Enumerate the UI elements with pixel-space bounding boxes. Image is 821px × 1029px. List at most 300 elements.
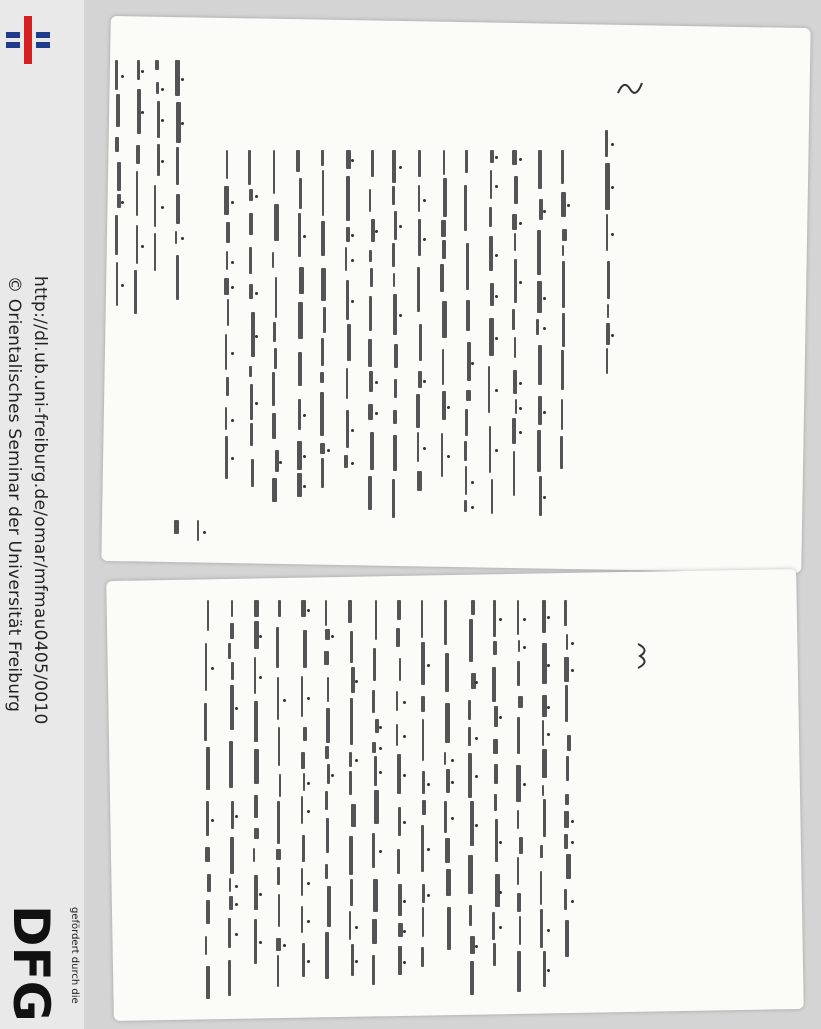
handwriting-stroke [272, 413, 276, 439]
handwriting-dot [403, 735, 406, 738]
handwriting-stroke [517, 661, 520, 686]
handwriting-stroke [607, 261, 610, 298]
handwriting-stroke [566, 756, 569, 781]
handwriting-stroke [396, 724, 398, 746]
handwriting-stroke [296, 150, 300, 172]
handwriting-stroke [228, 918, 231, 948]
handwriting-stroke [373, 879, 377, 912]
handwriting-stroke [543, 799, 546, 838]
handwriting-stroke [539, 476, 542, 516]
handwriting-dot [255, 402, 258, 405]
handwriting-stroke [254, 795, 258, 818]
handwriting-stroke [468, 700, 471, 720]
handwriting-stroke [442, 391, 446, 420]
handwriting-stroke [466, 243, 469, 290]
handwriting-stroke [298, 213, 301, 257]
handwriting-dot [611, 233, 614, 236]
handwriting-stroke [606, 323, 611, 346]
handwriting-stroke [368, 339, 372, 366]
handwriting-stroke [204, 703, 207, 742]
handwriting-stroke [272, 478, 277, 502]
handwriting-stroke [518, 640, 520, 651]
handwriting-stroke [517, 951, 521, 992]
handwriting-stroke [494, 764, 498, 785]
handwriting-stroke [371, 150, 374, 177]
handwriting-stroke [513, 370, 517, 394]
handwriting-stroke [229, 878, 231, 892]
handwriting-stroke [469, 905, 472, 926]
handwriting-stroke [542, 600, 545, 633]
handwriting-stroke [398, 807, 400, 836]
handwriting-stroke [467, 342, 471, 381]
handwriting-stroke [368, 404, 373, 420]
handwriting-stroke [351, 944, 354, 976]
handwriting-stroke [421, 642, 425, 685]
handwriting-stroke [154, 185, 156, 227]
handwriting-dot [519, 281, 522, 284]
handwriting-stroke [327, 886, 331, 927]
folio-number-lower [632, 640, 656, 676]
handwriting-stroke [302, 835, 305, 862]
handwriting-stroke [226, 377, 229, 396]
handwriting-stroke [464, 441, 466, 460]
handwriting-stroke [421, 825, 423, 872]
handwriting-stroke [447, 907, 451, 950]
handwriting-stroke [419, 324, 422, 360]
handwriting-stroke [225, 334, 228, 370]
handwriting-stroke [175, 60, 180, 96]
handwriting-dot [403, 961, 406, 964]
handwriting-dot [403, 774, 406, 777]
handwriting-stroke [301, 796, 304, 825]
handwriting-stroke [346, 176, 349, 222]
handwriting-stroke [175, 231, 177, 244]
handwriting-dot [423, 199, 426, 202]
handwriting-stroke [206, 900, 210, 924]
handwriting-stroke [512, 309, 514, 330]
handwriting-stroke [514, 259, 518, 303]
handwriting-dot [543, 210, 546, 213]
handwriting-stroke [224, 278, 229, 295]
handwriting-stroke [374, 790, 379, 824]
handwriting-stroke [469, 619, 473, 663]
handwriting-stroke [298, 302, 303, 339]
handwriting-dot [379, 726, 382, 729]
handwriting-stroke [471, 600, 476, 615]
handwriting-stroke [174, 520, 178, 534]
handwriting-stroke [254, 701, 259, 741]
handwriting-stroke [303, 727, 308, 741]
handwriting-dot [141, 70, 144, 73]
handwriting-dot [203, 531, 206, 534]
folio-mark-icon [632, 640, 656, 670]
handwriting-stroke [562, 261, 564, 307]
handwriting-stroke [470, 961, 475, 996]
handwriting-stroke [489, 426, 491, 473]
handwriting-stroke [176, 147, 179, 185]
handwriting-stroke [327, 764, 330, 784]
handwriting-dot [547, 664, 550, 667]
handwriting-dot [211, 819, 214, 822]
handwriting-stroke [418, 185, 420, 212]
handwriting-stroke [321, 458, 324, 488]
handwriting-stroke [231, 801, 234, 829]
handwriting-dot [307, 609, 310, 612]
handwriting-stroke [542, 749, 546, 778]
handwriting-dot [427, 664, 430, 667]
handwriting-stroke [224, 186, 229, 215]
permalink-url[interactable]: http://dl.ub.uni-freiburg.de/omar/mfmau0405/0010 [30, 276, 50, 725]
handwriting-stroke [540, 909, 543, 948]
handwriting-stroke [542, 785, 545, 795]
handwriting-stroke [542, 643, 546, 684]
svg-text:gefördert durch die: gefördert durch die [69, 907, 80, 1004]
handwriting-stroke [514, 337, 516, 357]
handwriting-stroke [565, 920, 569, 956]
handwriting-stroke [321, 221, 325, 256]
handwriting-stroke [605, 163, 610, 211]
handwriting-dot [547, 929, 550, 932]
handwriting-stroke [303, 773, 305, 791]
handwriting-stroke [494, 794, 497, 811]
handwriting-stroke [226, 150, 228, 179]
handwriting-stroke [560, 436, 562, 470]
handwriting-stroke [206, 747, 210, 790]
handwriting-stroke [301, 906, 303, 933]
handwriting-stroke [492, 912, 495, 940]
handwriting-stroke [561, 150, 564, 184]
handwriting-stroke [344, 455, 347, 468]
handwriting-stroke [442, 301, 447, 338]
handwriting-stroke [567, 735, 572, 751]
handwriting-dot [307, 960, 310, 963]
handwriting-dot [471, 362, 474, 365]
handwriting-dot [355, 680, 358, 683]
handwriting-stroke [421, 696, 425, 712]
handwriting-stroke [465, 150, 468, 173]
handwriting-stroke [489, 318, 494, 355]
handwriting-stroke [564, 657, 569, 681]
handwriting-dot [355, 926, 358, 929]
handwriting-stroke [418, 371, 422, 387]
handwriting-dot [259, 676, 262, 679]
handwriting-stroke [321, 268, 325, 301]
university-freiburg-logo-icon [4, 14, 52, 66]
handwriting-dot [307, 920, 310, 923]
handwriting-stroke [537, 281, 542, 313]
handwriting-stroke [512, 150, 517, 165]
handwriting-stroke [320, 392, 323, 436]
handwriting-stroke [465, 466, 467, 495]
handwriting-stroke [251, 459, 255, 486]
handwriting-stroke [325, 932, 328, 980]
handwriting-stroke [417, 432, 419, 462]
handwriting-stroke [325, 864, 328, 879]
handwriting-dot [571, 820, 574, 823]
handwriting-stroke [136, 145, 141, 164]
handwriting-dot [379, 771, 382, 774]
handwriting-dot [523, 618, 526, 621]
handwriting-stroke [298, 399, 301, 430]
handwriting-dot [547, 706, 550, 709]
handwriting-stroke [372, 742, 376, 753]
handwriting-dot [471, 481, 474, 484]
handwriting-stroke [398, 884, 403, 916]
handwriting-dot [451, 781, 454, 784]
handwriting-stroke [351, 667, 355, 693]
handwriting-stroke [325, 791, 328, 810]
handwriting-stroke [301, 752, 305, 769]
handwriting-stroke [301, 600, 306, 617]
handwriting-stroke [249, 366, 252, 377]
handwriting-dot [475, 737, 478, 740]
handwriting-stroke [117, 162, 122, 191]
handwriting-stroke [538, 150, 542, 189]
folio-mark-icon [614, 75, 644, 99]
handwriting-stroke [542, 720, 544, 745]
handwriting-stroke [350, 631, 352, 662]
handwriting-stroke [230, 623, 235, 638]
handwriting-dot [235, 885, 238, 888]
handwriting-stroke [115, 137, 119, 152]
handwriting-stroke [397, 600, 401, 620]
handwriting-stroke [228, 960, 231, 995]
handwriting-dot [211, 667, 214, 670]
handwriting-stroke [349, 752, 353, 767]
handwriting-stroke [421, 600, 423, 638]
handwriting-stroke [564, 600, 567, 626]
copyright-notice: © Orientalisches Seminar der Universität Freiburg [4, 276, 24, 713]
handwriting-stroke [272, 252, 274, 268]
handwriting-dot [283, 699, 286, 702]
handwriting-stroke [538, 345, 542, 384]
handwriting-dot [327, 449, 330, 452]
handwriting-stroke [543, 951, 546, 987]
handwriting-stroke [489, 207, 491, 226]
handwriting-stroke [324, 651, 329, 664]
handwriting-stroke [115, 60, 119, 90]
handwriting-dot [519, 382, 522, 385]
handwriting-stroke [226, 222, 230, 243]
handwriting-stroke [418, 219, 420, 256]
handwriting-stroke [512, 418, 516, 444]
handwriting-dot [475, 824, 478, 827]
handwriting-stroke [346, 280, 349, 320]
handwriting-stroke [495, 819, 498, 862]
handwriting-dot [427, 783, 430, 786]
handwriting-stroke [277, 801, 280, 844]
handwriting-stroke [207, 874, 211, 891]
handwriting-stroke [446, 869, 451, 896]
handwriting-stroke [116, 262, 118, 305]
handwriting-stroke [564, 811, 569, 827]
handwriting-dot [475, 945, 478, 948]
handwriting-dot [571, 900, 574, 903]
handwriting-stroke [493, 739, 498, 755]
handwriting-stroke [513, 451, 516, 496]
handwriting-stroke [251, 312, 255, 357]
handwriting-stroke [446, 769, 450, 793]
folio-number-upper [614, 75, 644, 105]
handwriting-stroke [272, 372, 275, 406]
handwriting-stroke [229, 896, 233, 910]
handwriting-stroke [605, 130, 608, 157]
handwriting-stroke [394, 344, 397, 368]
handwriting-stroke [492, 667, 495, 702]
handwriting-dot [231, 201, 234, 204]
handwriting-stroke [465, 409, 467, 436]
handwriting-stroke [157, 101, 161, 138]
handwriting-stroke [490, 283, 494, 306]
handwriting-stroke [422, 884, 424, 903]
handwriting-stroke [445, 653, 449, 693]
handwriting-stroke [325, 629, 329, 640]
handwriting-stroke [176, 255, 178, 299]
handwriting-stroke [393, 435, 397, 471]
handwriting-stroke [116, 94, 120, 128]
handwriting-stroke [493, 600, 496, 637]
handwriting-stroke [489, 236, 493, 271]
handwriting-stroke [468, 727, 471, 745]
handwriting-stroke [320, 372, 324, 383]
handwriting-stroke [278, 894, 280, 927]
handwriting-stroke [442, 349, 444, 384]
handwriting-dot [331, 635, 334, 638]
handwriting-stroke [349, 836, 353, 875]
handwriting-stroke [464, 500, 466, 513]
handwriting-dot [499, 891, 502, 894]
handwriting-stroke [254, 600, 259, 617]
handwriting-stroke [422, 800, 426, 815]
handwriting-stroke [327, 677, 329, 702]
handwriting-dot [447, 455, 450, 458]
handwriting-dot [255, 335, 258, 338]
library-sidebar [0, 0, 85, 1029]
handwriting-dot [423, 380, 426, 383]
handwriting-dot [495, 254, 498, 257]
handwriting-stroke [346, 368, 348, 399]
dfg-logo-icon [2, 905, 82, 1025]
handwriting-stroke [422, 771, 425, 794]
handwriting-dot [543, 496, 546, 499]
handwriting-stroke [134, 270, 137, 315]
handwriting-dot [403, 900, 406, 903]
handwriting-stroke [491, 479, 493, 514]
handwriting-stroke [397, 754, 400, 794]
handwriting-dot [519, 407, 522, 410]
handwriting-stroke [297, 441, 302, 470]
handwriting-stroke [297, 473, 302, 497]
handwriting-stroke [326, 818, 330, 853]
handwriting-stroke [490, 170, 492, 199]
handwriting-stroke [443, 150, 445, 175]
handwriting-stroke [538, 396, 541, 425]
handwriting-stroke [325, 746, 329, 758]
handwriting-stroke [254, 875, 258, 910]
handwriting-stroke [444, 801, 447, 833]
handwriting-stroke [441, 220, 446, 237]
handwriting-stroke [230, 685, 234, 731]
handwriting-dot [495, 337, 498, 340]
handwriting-dot [611, 334, 614, 337]
handwriting-stroke [372, 955, 375, 985]
handwriting-stroke [392, 479, 395, 518]
handwriting-stroke [519, 916, 521, 945]
handwriting-dot [259, 893, 262, 896]
handwriting-stroke [397, 849, 400, 874]
handwriting-stroke [370, 268, 374, 287]
handwriting-stroke [416, 394, 419, 428]
handwriting-stroke [274, 348, 276, 369]
handwriting-stroke [298, 352, 301, 386]
handwriting-stroke [249, 284, 253, 299]
handwriting-stroke [349, 911, 351, 940]
handwriting-stroke [561, 350, 564, 389]
handwriting-stroke [249, 189, 253, 201]
handwriting-stroke [347, 324, 351, 361]
handwriting-stroke [464, 185, 467, 231]
handwriting-dot [427, 894, 430, 897]
handwriting-dot [231, 419, 234, 422]
handwriting-stroke [445, 703, 450, 743]
handwriting-stroke [442, 240, 446, 259]
handwriting-stroke [488, 366, 490, 413]
handwriting-stroke [515, 399, 517, 415]
handwriting-stroke [540, 845, 543, 858]
handwriting-stroke [393, 294, 397, 335]
handwriting-dot [307, 697, 310, 700]
svg-text:DFG: DFG [2, 905, 60, 1022]
handwriting-stroke [516, 765, 521, 802]
handwriting-stroke [564, 834, 568, 849]
handwriting-dot [255, 292, 258, 295]
handwriting-stroke [323, 307, 327, 333]
handwriting-stroke [537, 430, 541, 472]
handwriting-stroke [607, 304, 610, 318]
handwriting-dot [519, 431, 522, 434]
handwriting-dot [547, 733, 550, 736]
handwriting-stroke [275, 277, 277, 319]
handwriting-stroke [422, 907, 424, 937]
handwriting-stroke [564, 889, 567, 910]
handwriting-stroke [278, 600, 281, 617]
handwriting-dot [447, 406, 450, 409]
handwriting-dot [231, 261, 234, 264]
handwriting-dot [543, 411, 546, 414]
handwriting-stroke [493, 943, 495, 965]
handwriting-stroke [279, 774, 282, 796]
handwriting-dot [495, 295, 498, 298]
handwriting-stroke [418, 150, 421, 177]
handwriting-stroke [399, 658, 401, 681]
handwriting-dot [495, 185, 498, 188]
handwriting-stroke [514, 176, 518, 204]
handwriting-stroke [393, 410, 396, 424]
handwriting-stroke [398, 946, 402, 976]
handwriting-stroke [207, 600, 209, 631]
handwriting-dot [499, 841, 502, 844]
handwriting-stroke [156, 82, 159, 94]
handwriting-stroke [512, 214, 516, 230]
handwriting-stroke [249, 213, 252, 235]
handwriting-stroke [225, 436, 228, 480]
handwriting-stroke [441, 433, 444, 477]
handwriting-stroke [562, 229, 567, 240]
handwriting-dot [423, 238, 426, 241]
handwriting-stroke [392, 243, 394, 266]
manuscript-page-lower [106, 569, 804, 1021]
handwriting-stroke [417, 267, 420, 312]
